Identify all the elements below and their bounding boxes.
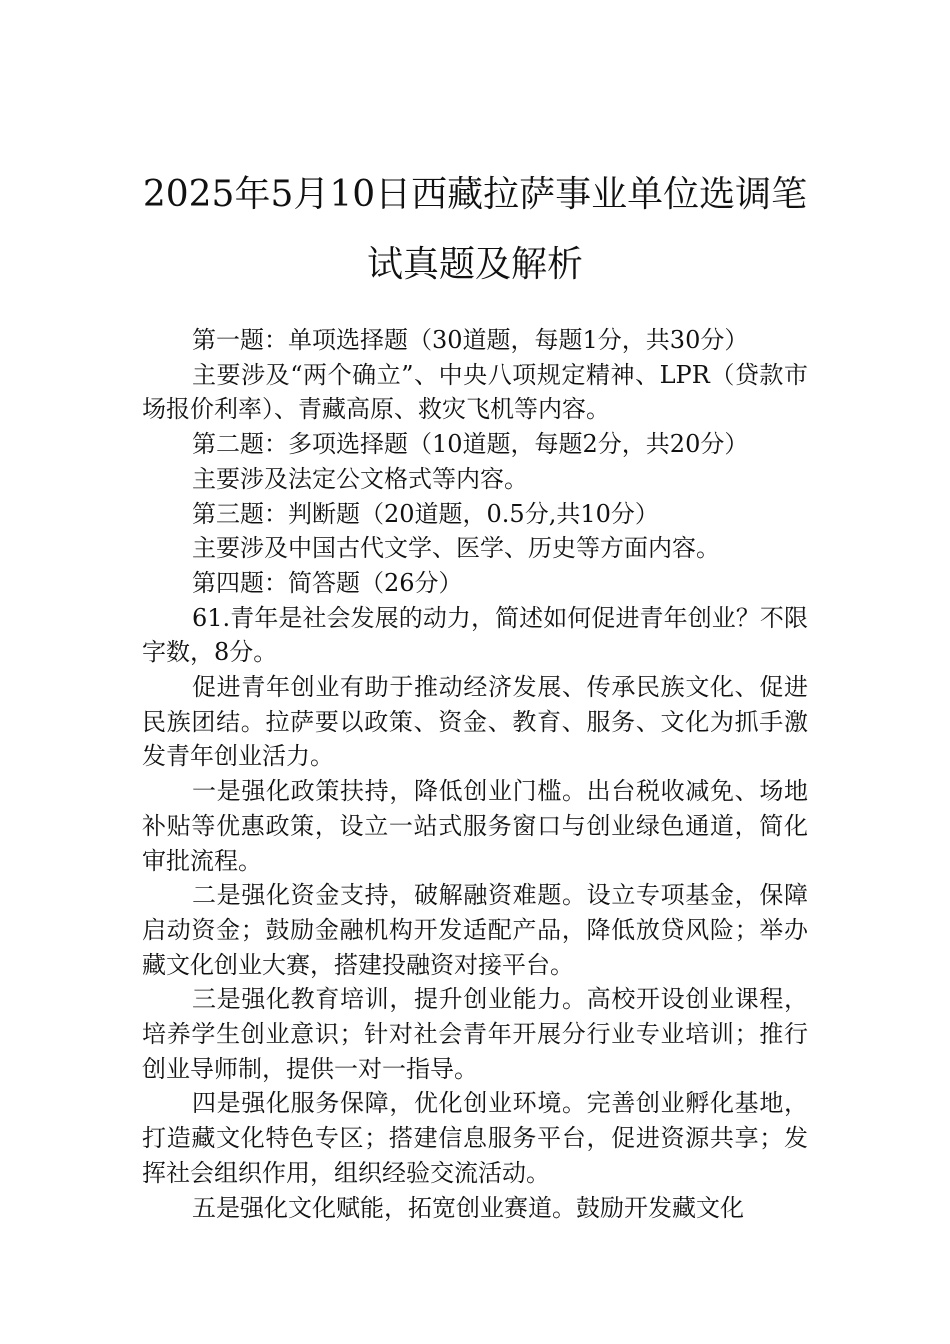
section-one-heading: 第一题：单项选择题（30道题，每题1分，共30分） [192, 326, 749, 354]
answer-point-4: 四是强化服务保障，优化创业环境。完善创业孵化基地，打造藏文化特色专区；搭建信息服务平台，促进资源共享；发挥社会组织作用，组织经验交流活动。 [142, 1089, 808, 1187]
section-two-summary: 主要涉及法定公文格式等内容。 [192, 464, 528, 493]
document-title [142, 160, 808, 300]
section-three-summary: 主要涉及中国古代文学、医学、历史等方面内容。 [192, 534, 720, 563]
answer-point-1: 一是强化政策扶持，降低创业门槛。出台税收减免、场地补贴等优惠政策，设立一站式服务窗口与创业绿色通道，简化审批流程。 [142, 777, 808, 875]
title-line-2: 试真题及解析 [366, 244, 583, 285]
answer-point-2: 二是强化资金支持，破解融资难题。设立专项基金，保障启动资金；鼓励金融机构开发适配产品，降低放贷风险；举办藏文化创业大赛，搭建投融资对接平台。 [142, 881, 808, 979]
section-two-heading: 第二题：多项选择题（10道题，每题2分，共20分） [192, 430, 749, 459]
answer-intro: 促进青年创业有助于推动经济发展、传承民族文化、促进民族团结。拉萨要以政策、资金、教育、服务、文化为抓手激发青年创业活力。 [142, 673, 808, 771]
answer-point-5: 五是强化文化赋能，拓宽创业赛道。鼓励开发藏文化 [192, 1193, 744, 1222]
section-one-summary: 主要涉及“两个确立”、中央八项规定精神、LPR（贷款市场报价利率）、青藏高原、救灾飞机等内容。 [142, 360, 808, 424]
document-body [142, 323, 808, 1225]
title-line-1: 2025年5月10日西藏拉萨事业单位选调笔 [142, 174, 808, 215]
question-61: 61.青年是社会发展的动力，简述如何促进青年创业？不限字数，8分。 [142, 603, 808, 667]
section-three-heading: 第三题：判断题（20道题，0.5分,共10分） [192, 499, 659, 528]
answer-point-3: 三是强化教育培训，提升创业能力。高校开设创业课程，培养学生创业意识；针对社会青年开展分行业专业培训；推行创业导师制，提供一对一指导。 [142, 985, 808, 1083]
section-four-heading: 第四题：简答题（26分） [192, 568, 463, 597]
